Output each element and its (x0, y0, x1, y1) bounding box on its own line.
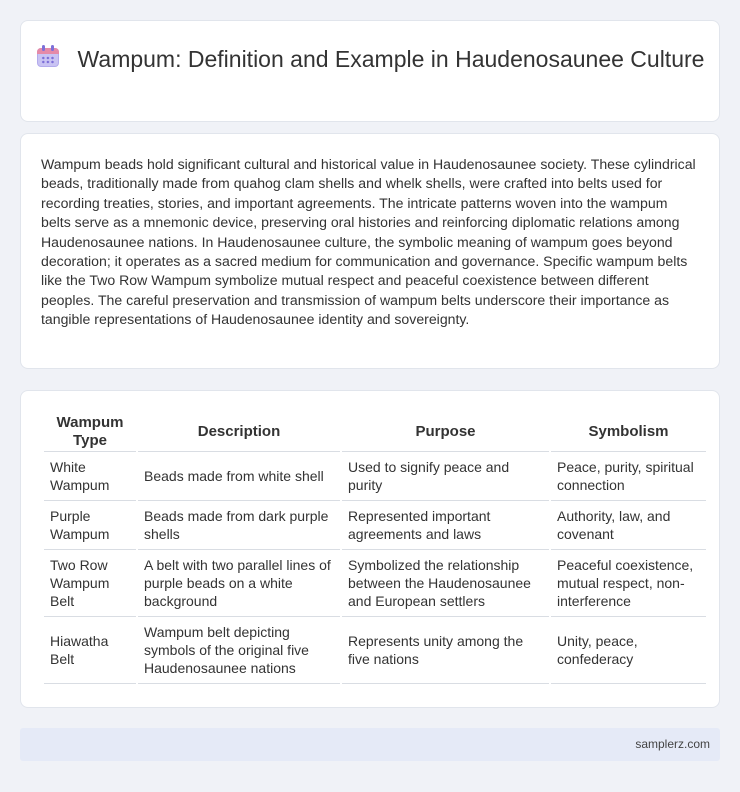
cell-purpose: Represents unity among the five nations (342, 617, 549, 684)
cell-type: White Wampum (44, 452, 136, 501)
cell-purpose: Represented important agreements and laws (342, 501, 549, 550)
title-card (20, 20, 720, 122)
intro-paragraph: Wampum beads hold significant cultural and historical value in Haudenosaunee society. These cylindrical beads, traditionally made from quahog clam shells and whelk shells, were crafted into belts used for recording treaties, stories, and important agreements. The intricate patterns woven into the wampum belts serve as a mnemonic device, preserving oral histories and reinforcing diplomatic relations among Haudenosaunee nations. In Haudenosaunee culture, the symbolic meaning of wampum goes beyond decoration; it operates as a sacred medium for communication and governance. Specific wampum belts like the Two Row Wampum symbolize mutual respect and peaceful coexistence between different peoples. The careful preservation and transmission of wampum belts underscore their importance as tangible representations of Haudenosaunee identity and sovereignty. (41, 156, 696, 328)
cell-symbolism: Peace, purity, spiritual connection (551, 452, 706, 501)
table-header-row (44, 412, 706, 452)
wampum-table (42, 412, 708, 684)
cell-description: Beads made from dark purple shells (138, 501, 340, 550)
page-title (21, 45, 719, 74)
cell-description: Beads made from white shell (138, 452, 340, 501)
cell-description: Wampum belt depicting symbols of the original five Haudenosaunee nations (138, 617, 340, 684)
cell-symbolism: Authority, law, and covenant (551, 501, 706, 550)
table-row (44, 452, 706, 501)
table-row (44, 617, 706, 684)
table-row (44, 501, 706, 550)
cell-type: Purple Wampum (44, 501, 136, 550)
calendar-icon (36, 45, 60, 68)
header-symbolism: Symbolism (551, 412, 706, 452)
header-purpose: Purpose (342, 412, 549, 452)
cell-purpose: Used to signify peace and purity (342, 452, 549, 501)
page-title-text: Wampum: Definition and Example in Haudenosaunee Culture (77, 46, 705, 72)
table-card (20, 390, 720, 708)
cell-purpose: Symbolized the relationship between the Haudenosaunee and European settlers (342, 550, 549, 617)
table-row (44, 550, 706, 617)
intro-card (20, 133, 720, 369)
cell-type: Two Row Wampum Belt (44, 550, 136, 617)
cell-symbolism: Peaceful coexistence, mutual respect, non-interference (551, 550, 706, 617)
cell-symbolism: Unity, peace, confederacy (551, 617, 706, 684)
header-wampum-type: Wampum Type (44, 412, 136, 452)
footer-source: samplerz.com (635, 737, 710, 751)
header-description: Description (138, 412, 340, 452)
cell-description: A belt with two parallel lines of purple beads on a white background (138, 550, 340, 617)
footer (20, 728, 720, 761)
cell-type: Hiawatha Belt (44, 617, 136, 684)
